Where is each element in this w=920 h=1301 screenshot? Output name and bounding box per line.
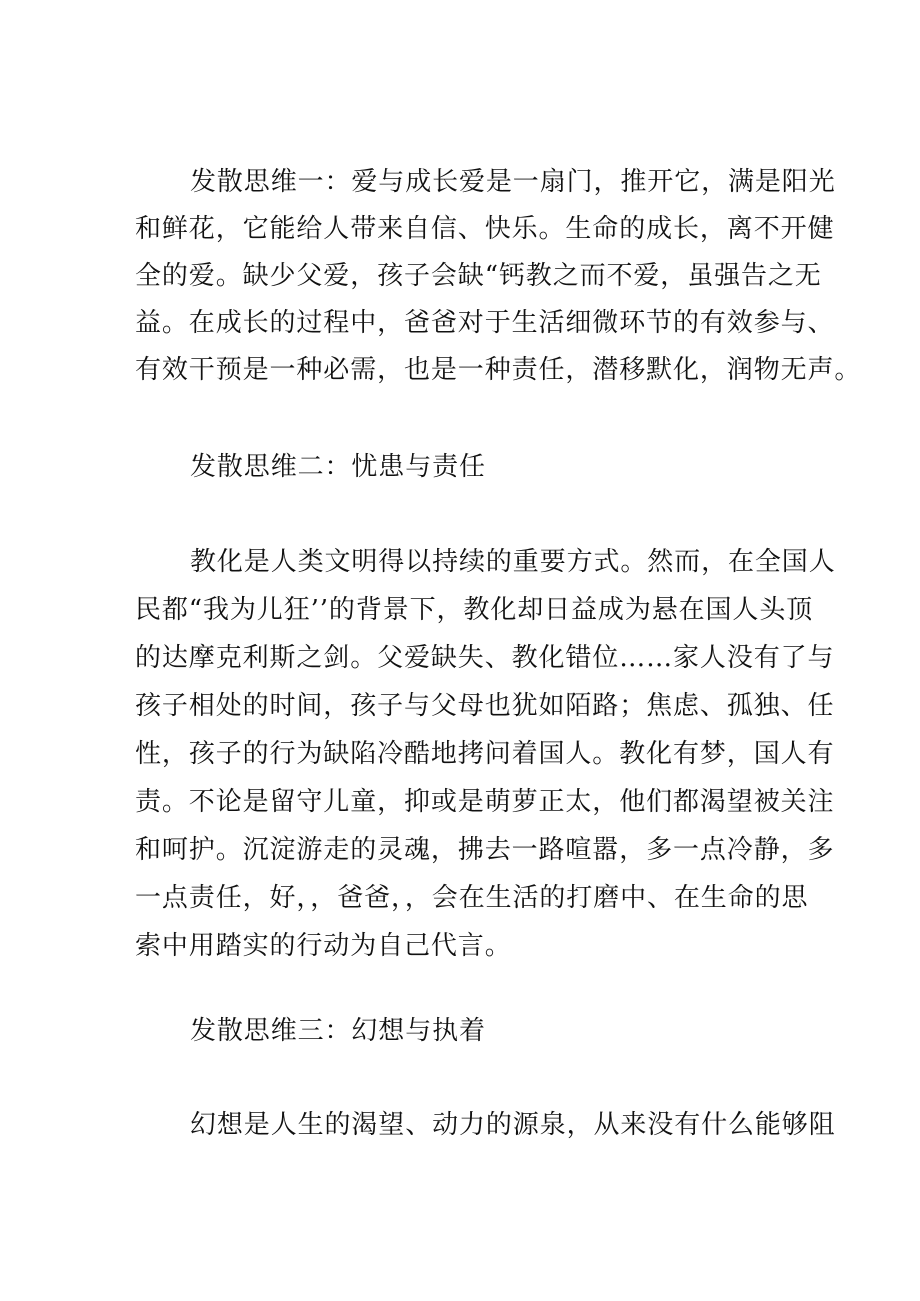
paragraph-line: 索中用踏实的行动为自己代言。: [135, 931, 512, 961]
paragraph-line: 发散思维一：爱与成长爱是一扇门，推开它，满是阳光: [190, 167, 836, 197]
paragraph-line: 性，孩子的行为缺陷冷酷地拷问着国人。教化有梦，国人有: [135, 739, 835, 769]
section-heading-3: 发散思维三：幻想与执着: [190, 1016, 486, 1046]
paragraph-line: 幻想是人生的渴望、动力的源泉，从来没有什么能够阻: [190, 1110, 836, 1140]
paragraph-line: 和呵护。沉淀游走的灵魂，拂去一路喧嚣，多一点冷静，多: [135, 835, 835, 865]
paragraph-line: 民都“我为儿狂’’的背景下，教化却日益成为悬在国人头顶: [135, 595, 814, 625]
paragraph-line: 孩子相处的时间，孩子与父母也犹如陌路；焦虑、孤独、任: [135, 691, 835, 721]
paragraph-line: 有效干预是一种必需，也是一种责任，潜移默化，润物无声。: [135, 355, 862, 385]
paragraph-line: 的达摩克利斯之剑。父爱缺失、教化错位……家人没有了与: [135, 643, 835, 673]
section-heading-2: 发散思维二：忧患与责任: [190, 452, 486, 482]
paragraph-line: 教化是人类文明得以持续的重要方式。然而，在全国人: [190, 547, 836, 577]
paragraph-line: 全的爱。缺少父爱，孩子会缺“钙教之而不爱，虽强告之无: [135, 261, 822, 291]
paragraph-line: 益。在成长的过程中，爸爸对于生活细微环节的有效参与、: [135, 308, 835, 338]
paragraph-line: 一点责任，好，，爸爸，，会在生活的打磨中、在生命的思: [135, 883, 809, 913]
paragraph-line: 责。不论是留守儿童，抑或是萌萝正太，他们都渴望被关注: [135, 787, 835, 817]
paragraph-line: 和鲜花，它能给人带来自信、快乐。生命的成长，离不开健: [135, 214, 835, 244]
